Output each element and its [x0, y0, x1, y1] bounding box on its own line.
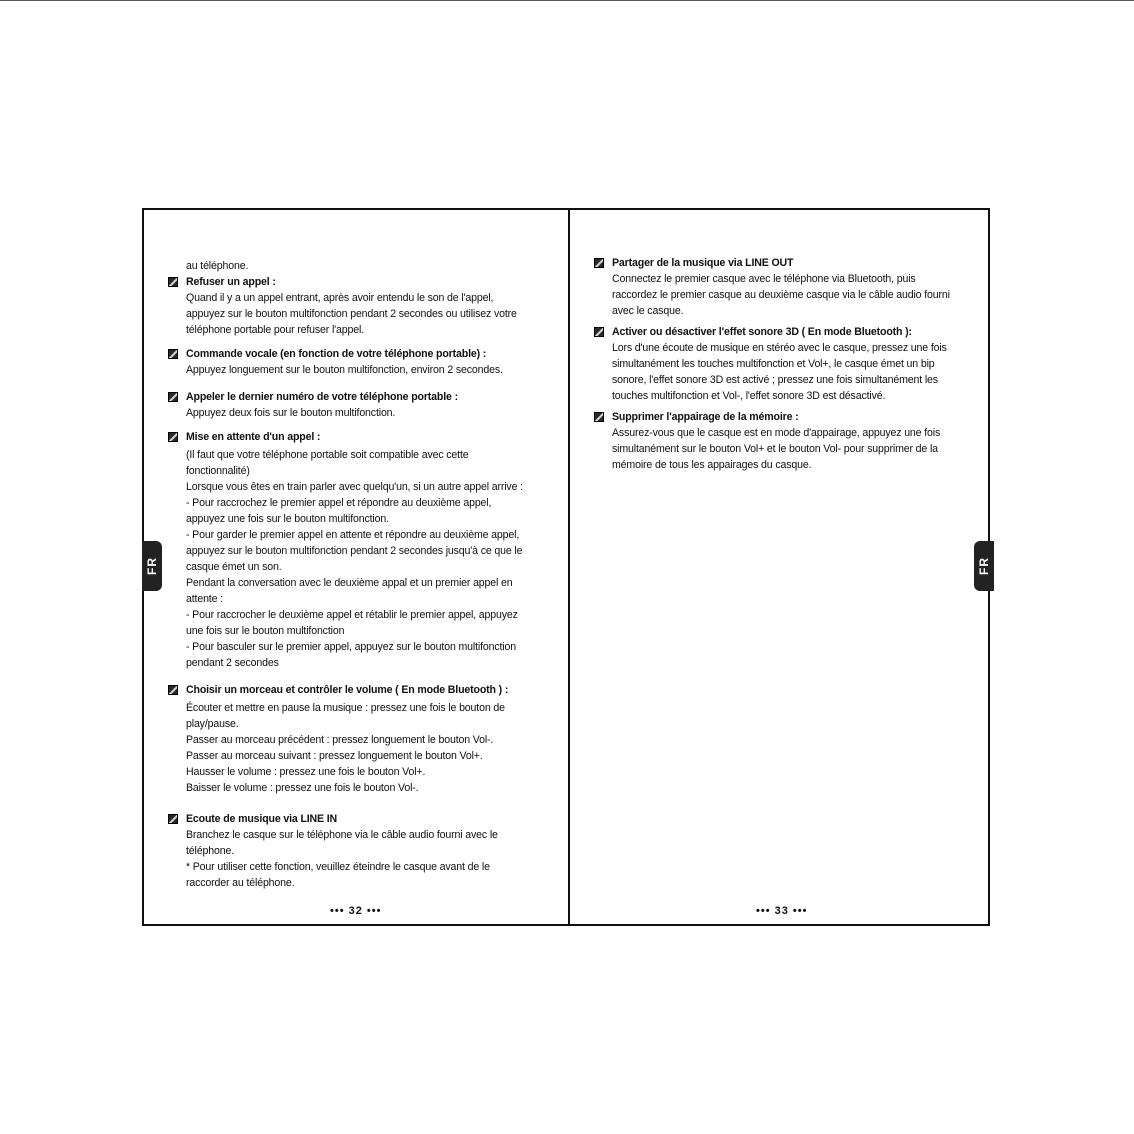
section-title: Ecoute de musique via LINE IN	[186, 813, 338, 825]
language-tab-label: FR	[145, 557, 159, 575]
section-redial	[166, 389, 546, 421]
section-voice-command	[166, 346, 546, 378]
bullet-icon	[168, 685, 178, 695]
body-line: Quand il y a un appel entrant, après avoir entendu le son de l'appel,	[186, 292, 494, 304]
section-heading	[166, 682, 546, 698]
language-tab-right	[974, 541, 994, 591]
body-line: Assurez-vous que le casque est en mode d'appairage, appuyez une fois	[612, 427, 941, 439]
section-heading	[166, 811, 546, 827]
manual-spread	[142, 208, 990, 926]
intro	[166, 258, 546, 274]
page-number-right: ••• 33 •••	[756, 905, 808, 917]
body-line: play/pause.	[186, 718, 239, 730]
section-title: Commande vocale (en fonction de votre téléphone portable) :	[186, 348, 487, 360]
body-line: Lors d'une écoute de musique en stéréo avec le casque, pressez une fois	[612, 342, 947, 354]
page-number-left: ••• 32 •••	[330, 905, 382, 917]
body-line: téléphone portable pour refuser l'appel.	[186, 324, 365, 336]
body-line: raccorder au téléphone.	[186, 877, 295, 889]
section-title: Choisir un morceau et contrôler le volume ( En mode Bluetooth ) :	[186, 684, 509, 696]
body-line: - Pour garder le premier appel en attente et répondre au deuxième appel,	[186, 529, 520, 541]
language-tab-left	[142, 541, 162, 591]
body-line: Passer au morceau précédent : pressez longuement le bouton Vol-.	[186, 734, 494, 746]
body-line: Appuyez deux fois sur le bouton multifonction.	[186, 407, 396, 419]
language-tab-label: FR	[977, 557, 991, 575]
section-heading	[166, 389, 546, 405]
body-line: appuyez une fois sur le bouton multifonction.	[186, 513, 389, 525]
section-3d-effect	[592, 324, 972, 404]
section-title: Activer ou désactiver l'effet sonore 3D ( En mode Bluetooth ):	[612, 326, 912, 338]
body-line: attente :	[186, 593, 223, 605]
body-line: appuyez sur le bouton multifonction pendant 2 secondes ou utilisez votre	[186, 308, 517, 320]
section-heading	[166, 274, 546, 290]
body-line: Branchez le casque sur le téléphone via le câble audio fourni avec le	[186, 829, 498, 841]
body-line: Lorsque vous êtes en train parler avec quelqu'un, si un autre appel arrive :	[186, 481, 523, 493]
body-line: - Pour basculer sur le premier appel, appuyez sur le bouton multifonction	[186, 641, 516, 653]
body-line: - Pour raccrochez le premier appel et répondre au deuxième appel,	[186, 497, 492, 509]
bullet-icon	[168, 814, 178, 824]
body-line: raccordez le premier casque au deuxième casque via le câble audio fourni	[612, 289, 950, 301]
body-line: téléphone.	[186, 845, 234, 857]
body-line: casque émet un son.	[186, 561, 282, 573]
bullet-icon	[168, 432, 178, 442]
body-line: simultanément sur le bouton Vol+ et le bouton Vol- pour supprimer de la	[612, 443, 938, 455]
body-line: Appuyez longuement sur le bouton multifonction, environ 2 secondes.	[186, 364, 503, 376]
body-line: Passer au morceau suivant : pressez longuement le bouton Vol+.	[186, 750, 483, 762]
body-line: pendant 2 secondes	[186, 657, 279, 669]
body-line: * Pour utiliser cette fonction, veuillez éteindre le casque avant de le	[186, 861, 490, 873]
section-heading	[166, 346, 546, 362]
body-line: sonore, l'effet sonore 3D est activé ; pressez une fois simultanément les	[612, 374, 938, 386]
body-line: appuyez sur le bouton multifonction pendant 2 secondes jusqu'à ce que le	[186, 545, 523, 557]
section-clear-pairing	[592, 409, 972, 473]
section-heading	[166, 429, 546, 445]
section-title: Appeler le dernier numéro de votre téléphone portable :	[186, 391, 458, 403]
bullet-icon	[594, 258, 604, 268]
section-title: Mise en attente d'un appel :	[186, 431, 321, 443]
section-heading	[592, 255, 972, 271]
top-border-line	[0, 0, 1134, 1]
section-heading	[592, 409, 972, 425]
body-line: Connectez le premier casque avec le téléphone via Bluetooth, puis	[612, 273, 916, 285]
body-line: une fois sur le bouton multifonction	[186, 625, 345, 637]
intro-line: au téléphone.	[186, 260, 249, 272]
bullet-icon	[168, 277, 178, 287]
bullet-icon	[168, 392, 178, 402]
body-line: fonctionnalité)	[186, 465, 250, 477]
body-line: touches multifonction et Vol-, l'effet sonore 3D est désactivé.	[612, 390, 886, 402]
section-title: Refuser un appel :	[186, 276, 276, 288]
section-line-out	[592, 255, 972, 319]
section-call-waiting	[166, 429, 546, 671]
body-line: - Pour raccrocher le deuxième appel et rétablir le premier appel, appuyez	[186, 609, 518, 621]
section-title: Partager de la musique via LINE OUT	[612, 257, 794, 269]
body-line: Pendant la conversation avec le deuxième appal et un premier appel en	[186, 577, 513, 589]
section-heading	[592, 324, 972, 340]
body-line: avec le casque.	[612, 305, 684, 317]
section-track-volume	[166, 682, 546, 796]
body-line: Écouter et mettre en pause la musique : pressez une fois le bouton de	[186, 702, 505, 714]
bullet-icon	[168, 349, 178, 359]
body-line: mémoire de tous les appairages du casque.	[612, 459, 812, 471]
body-line: simultanément les touches multifonction et Vol+, le casque émet un bip	[612, 358, 935, 370]
page-divider	[568, 210, 570, 924]
body-line: (Il faut que votre téléphone portable soit compatible avec cette	[186, 449, 469, 461]
section-title: Supprimer l'appairage de la mémoire :	[612, 411, 799, 423]
body-line: Baisser le volume : pressez une fois le bouton Vol-.	[186, 782, 419, 794]
section-line-in	[166, 811, 546, 891]
section-refuse-call	[166, 274, 546, 338]
bullet-icon	[594, 327, 604, 337]
body-line: Hausser le volume : pressez une fois le bouton Vol+.	[186, 766, 426, 778]
bullet-icon	[594, 412, 604, 422]
